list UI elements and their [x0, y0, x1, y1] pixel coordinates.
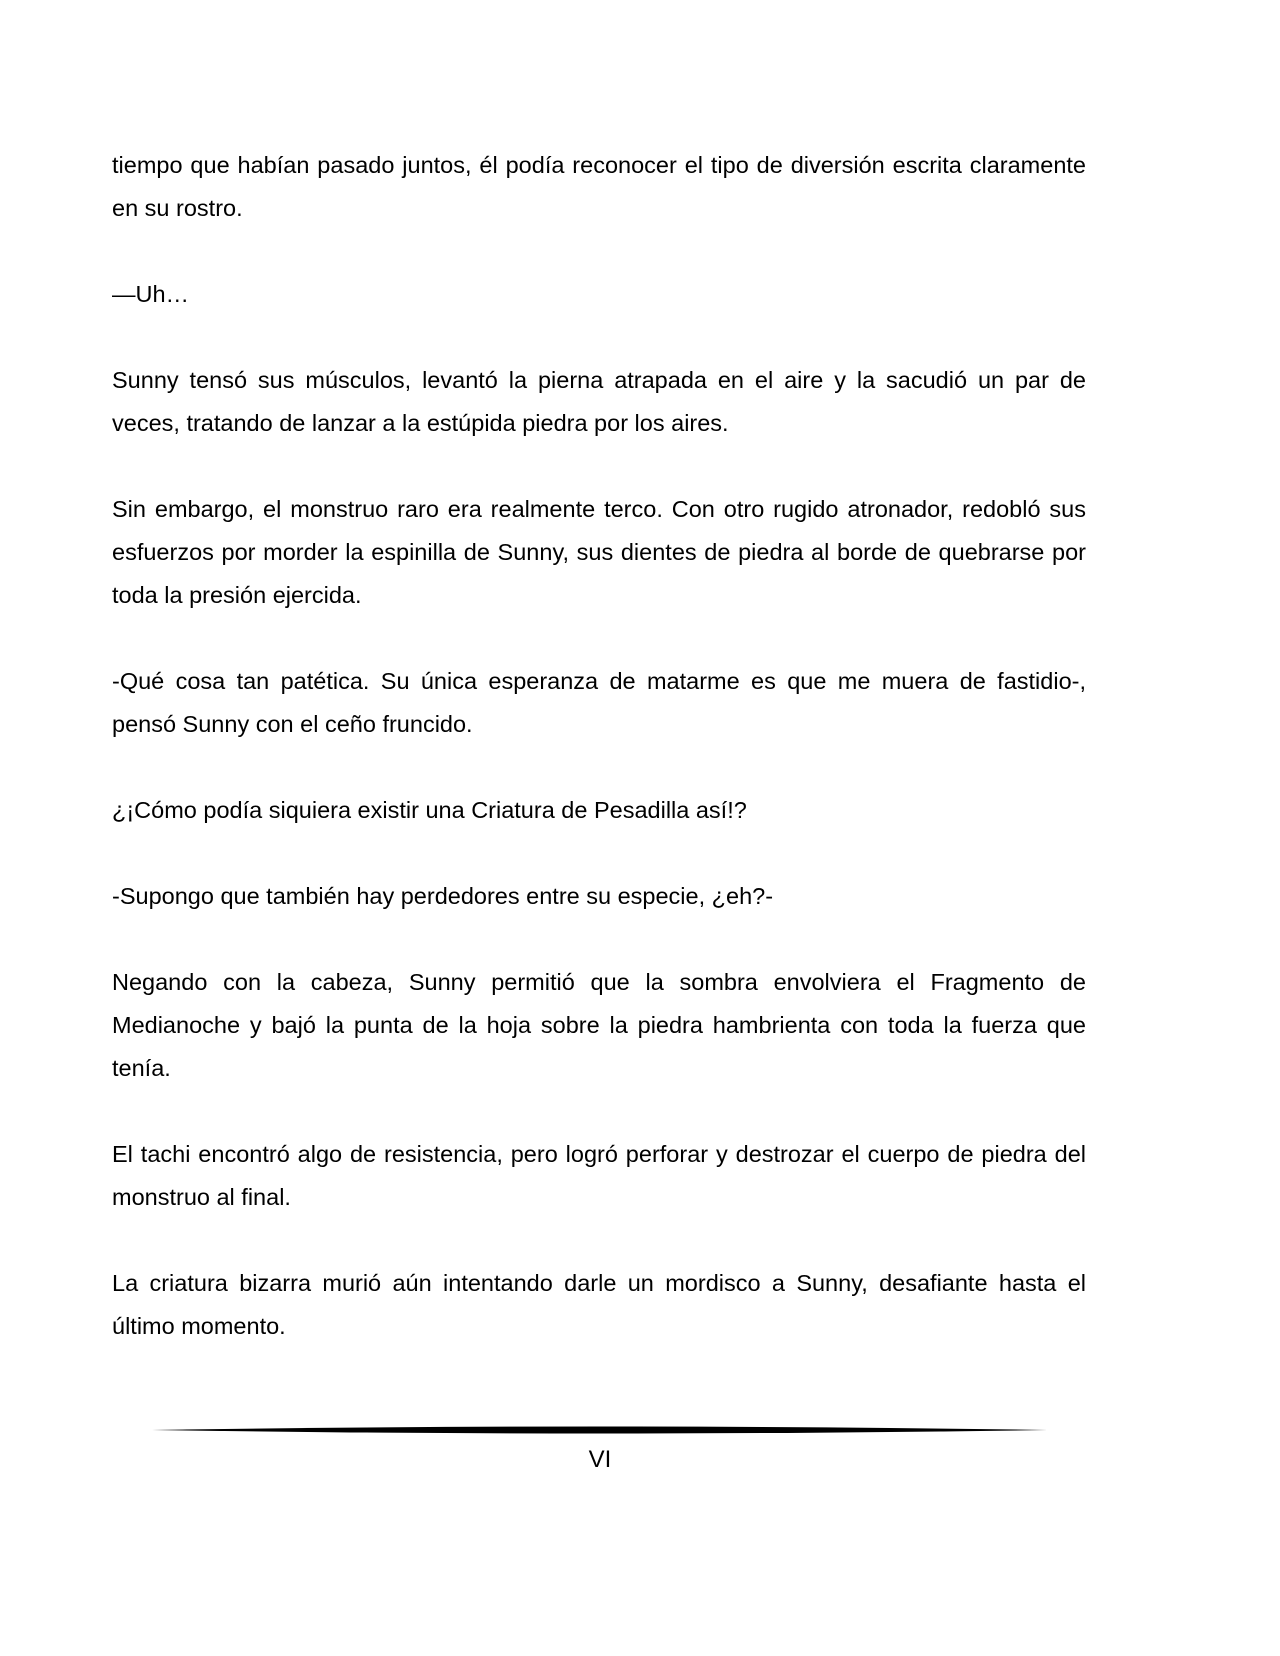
paragraph: Negando con la cabeza, Sunny permitió que la sombra envolviera el Fragmento de Medianoche y bajó la punta de la hoja sobre la piedra hambrienta con toda la fuerza que tenía.	[112, 969, 1086, 1081]
paragraph: El tachi encontró algo de resistencia, pero logró perforar y destrozar el cuerpo de piedra del monstruo al final.	[112, 1141, 1086, 1210]
paragraph: La criatura bizarra murió aún intentando darle un mordisco a Sunny, desafiante hasta el último momento.	[112, 1270, 1086, 1339]
paragraph: —Uh…	[112, 281, 190, 307]
paragraph: Sunny tensó sus músculos, levantó la pierna atrapada en el aire y la sacudió un par de veces, tratando de lanzar a la estúpida piedra por los aires.	[112, 367, 1086, 436]
page-number: VI	[588, 1446, 612, 1473]
paragraph: tiempo que habían pasado juntos, él podía reconocer el tipo de diversión escrita claramente en su rostro.	[112, 152, 1086, 221]
footer-divider	[152, 1424, 1047, 1436]
page-body	[112, 144, 1086, 1348]
paragraph: -Qué cosa tan patética. Su única esperanza de matarme es que me muera de fastidio-, pensó Sunny con el ceño fruncido.	[112, 668, 1086, 737]
paragraph: -Supongo que también hay perdedores entre su especie, ¿eh?-	[112, 883, 774, 909]
paragraph: ¿¡Cómo podía siquiera existir una Criatura de Pesadilla así!?	[112, 797, 747, 823]
paragraph: Sin embargo, el monstruo raro era realmente terco. Con otro rugido atronador, redobló sus esfuerzos por morder la espinilla de Sunny, sus dientes de piedra al borde de quebrarse por toda la presión ejercida.	[112, 496, 1086, 608]
footer-divider-stroke	[152, 1427, 1047, 1434]
